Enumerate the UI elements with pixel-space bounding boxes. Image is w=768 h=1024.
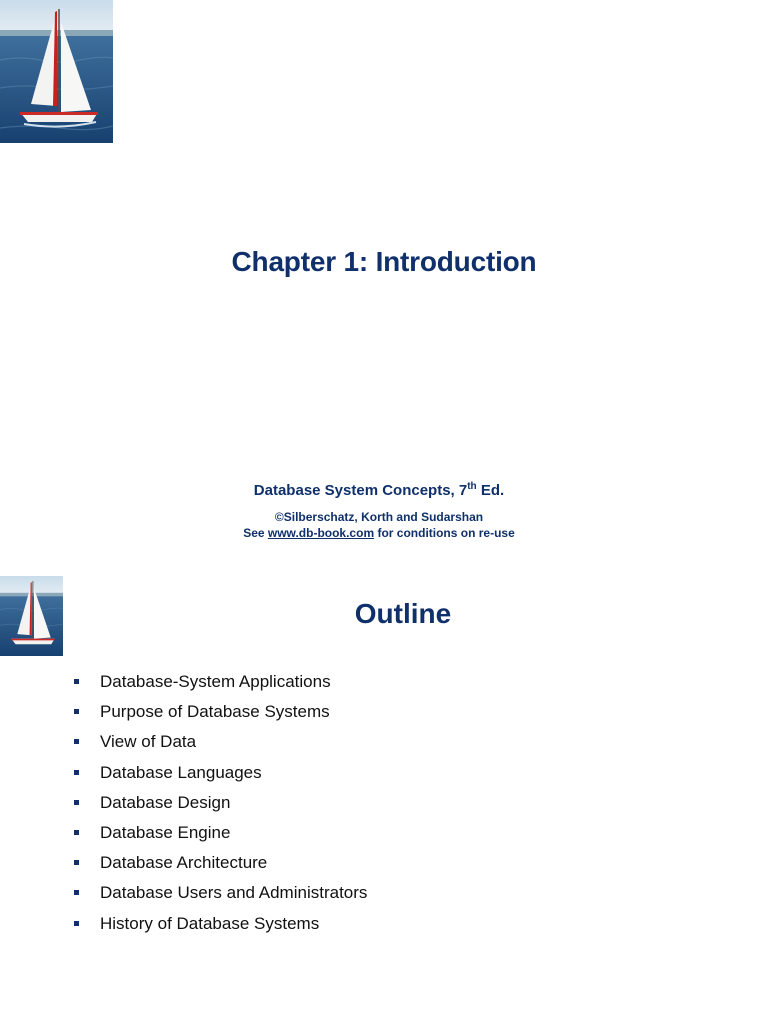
copyright-line: ©Silberschatz, Korth and Sudarshan (274, 510, 484, 524)
book-title-edition: Ed. (476, 482, 505, 499)
list-item-text: History of Database Systems (100, 913, 320, 933)
list-item-text: Database Users and Administrators (100, 883, 368, 903)
square-bullet-icon (74, 860, 79, 865)
chapter-title: Chapter 1: Introduction (231, 246, 537, 277)
list-item-text: View of Data (100, 732, 197, 752)
outline-slide (0, 576, 768, 1024)
book-title (0, 482, 758, 499)
list-item-text: Database-System Applications (100, 672, 331, 691)
sailboat-logo-icon (0, 576, 63, 656)
list-item-text: Database Engine (100, 822, 231, 842)
outline-title: Outline (354, 598, 452, 629)
list-item-text: Database Languages (100, 762, 262, 782)
reuse-notice (0, 526, 758, 540)
list-item-text: Database Design (100, 792, 231, 812)
db-book-link[interactable]: www.db-book.com (267, 526, 375, 540)
list-item-text: Database Architecture (100, 853, 268, 873)
square-bullet-icon (74, 890, 79, 895)
list-item-text: Purpose of Database Systems (100, 702, 330, 722)
sailboat-logo-icon (0, 0, 113, 143)
square-bullet-icon (74, 770, 79, 775)
square-bullet-icon (74, 709, 79, 714)
square-bullet-icon (74, 921, 79, 926)
reuse-prefix: See (243, 526, 268, 540)
square-bullet-icon (74, 830, 79, 835)
square-bullet-icon (74, 679, 79, 684)
book-title-superscript: th (467, 481, 477, 492)
reuse-suffix: for conditions on re-use (374, 526, 515, 540)
square-bullet-icon (74, 739, 79, 744)
book-title-text: Database System Concepts, 7 (253, 482, 468, 499)
square-bullet-icon (74, 800, 79, 805)
